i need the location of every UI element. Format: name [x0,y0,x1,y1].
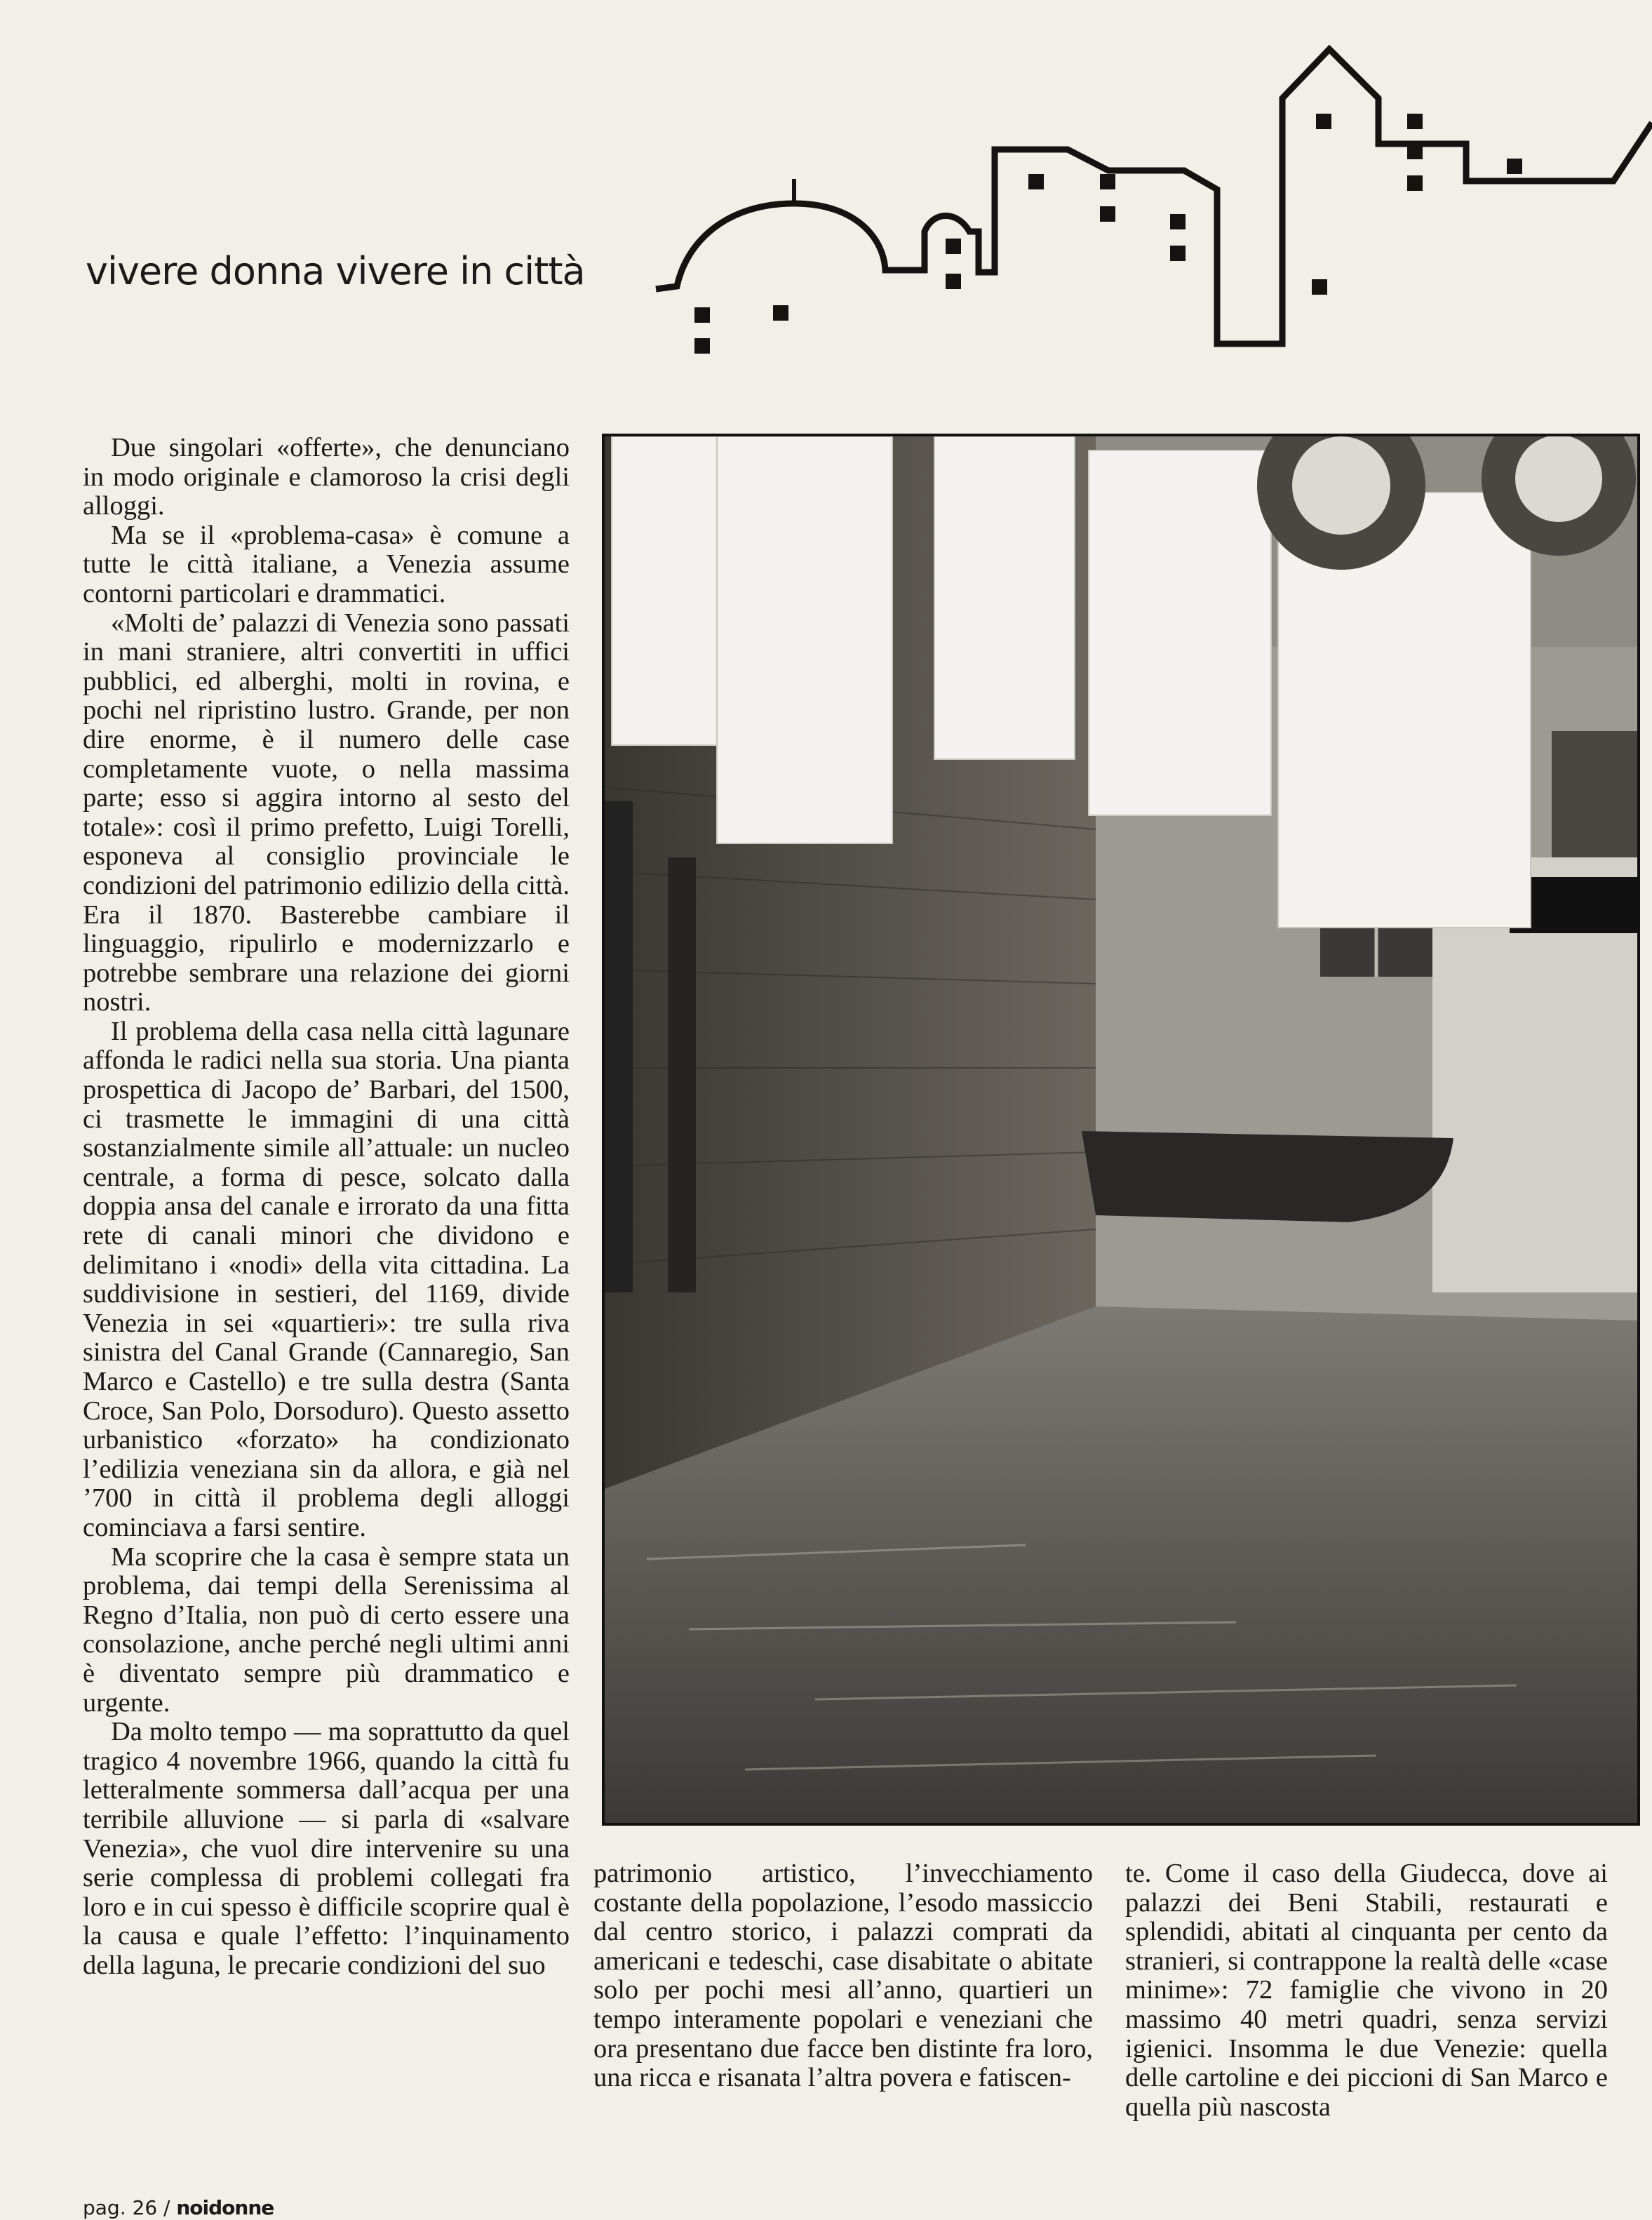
paragraph: te. Come il caso della Giudecca, dove ai palazzi dei Beni Stabili, restaurati e splendidi, abitati al cinquanta per cento da stranieri, si contrappone la realtà delle «case minime»: 72 famiglie che vivono in 20 massimo 40 metri quadri, senza servizi igienici. Insomma le due Venezie: quella delle cartoline e dei piccioni di San Marco e quella più nascosta [1125,1859,1608,2122]
article-column-2 [593,1859,1093,2093]
section-title: vivere donna vivere in città [86,249,585,293]
paragraph: patrimonio artistico, l’invecchiamento costante della popolazione, l’esodo massiccio dal centro storico, i palazzi comprati da americani e tedeschi, case disabitate o abitate solo per pochi mesi all’anno, quartieri un tempo interamente popolari e veneziani che ora presentano due facce ben distinte fra loro, una ricca e risanata l’altra povera e fatiscen- [593,1859,1093,2093]
magazine-name: noidonne [176,2196,274,2219]
article-column-3 [1125,1859,1608,2122]
article-column-1 [83,434,570,1980]
paragraph: Ma se il «problema-casa» è comune a tutte le città italiane, a Venezia assume contorni particolari e drammatici. [83,520,570,608]
skyline-windows [694,114,1522,354]
paragraph: Ma scoprire che la casa è sempre stata un problema, dai tempi della Serenissima al Regno d’Italia, non può di certo essere una consolazione, anche perché negli ultimi anni è diventato sempre più drammatico e urgente. [83,1542,570,1718]
page-footer [83,2196,274,2219]
paragraph: Due singolari «offerte», che denunciano in modo originale e clamoroso la crisi degli alloggi. [83,433,570,521]
venice-canal-photo [602,434,1640,1826]
skyline-logo [0,0,1652,365]
page-number: pag. 26 / [83,2196,170,2219]
paragraph: Da molto tempo — ma soprattutto da quel tragico 4 novembre 1966, quando la città fu letteralmente sommersa dall’acqua per una terribile alluvione — si parla di «salvare Venezia», che vuol dire intervenire su una serie complessa di problemi collegati fra loro e in cui spesso è difficile scoprire qual è la causa e quale l’effetto: l’inquinamento della laguna, le precarie condizioni del suo [83,1717,570,1980]
paragraph: «Molti de’ palazzi di Venezia sono passati in mani straniere, altri convertiti in uffici pubblici, ed alberghi, molti in rovina, e pochi nel ripristino lustro. Grande, per non dire enorme, è il numero delle case completamente vuote, o nella massima parte; esso si aggira intorno al sesto del totale»: così il primo prefetto, Luigi Torelli, esponeva al consiglio provinciale le condizioni del patrimonio edilizio della città. Era il 1870. Basterebbe cambiare il linguaggio, ripulirlo e modernizzarlo e potrebbe sembrare una relazione dei giorni nostri. [83,608,570,1017]
paragraph: Il problema della casa nella città lagunare affonda le radici nella sua storia. Una pianta prospettica di Jacopo de’ Barbari, del 1500, ci trasmette le immagini di una città sostanzialmente simile all’attuale: un nucleo centrale, a forma di pesce, solcato dalla doppia ansa del canale e irrorato da una fitta rete di canali minori che dividono e delimitano i «nodi» della vita cittadina. La suddivisione in sestieri, del 1169, divide Venezia in sei «quartieri»: tre sulla riva sinistra del Canal Grande (Cannaregio, San Marco e Castello) e tre sulla destra (Santa Croce, San Polo, Dorsoduro). Questo assetto urbanistico «forzato» ha condizionato l’edilizia veneziana sin da allora, e già nel ’700 in città il problema degli alloggi cominciava a farsi sentire. [83,1016,570,1542]
